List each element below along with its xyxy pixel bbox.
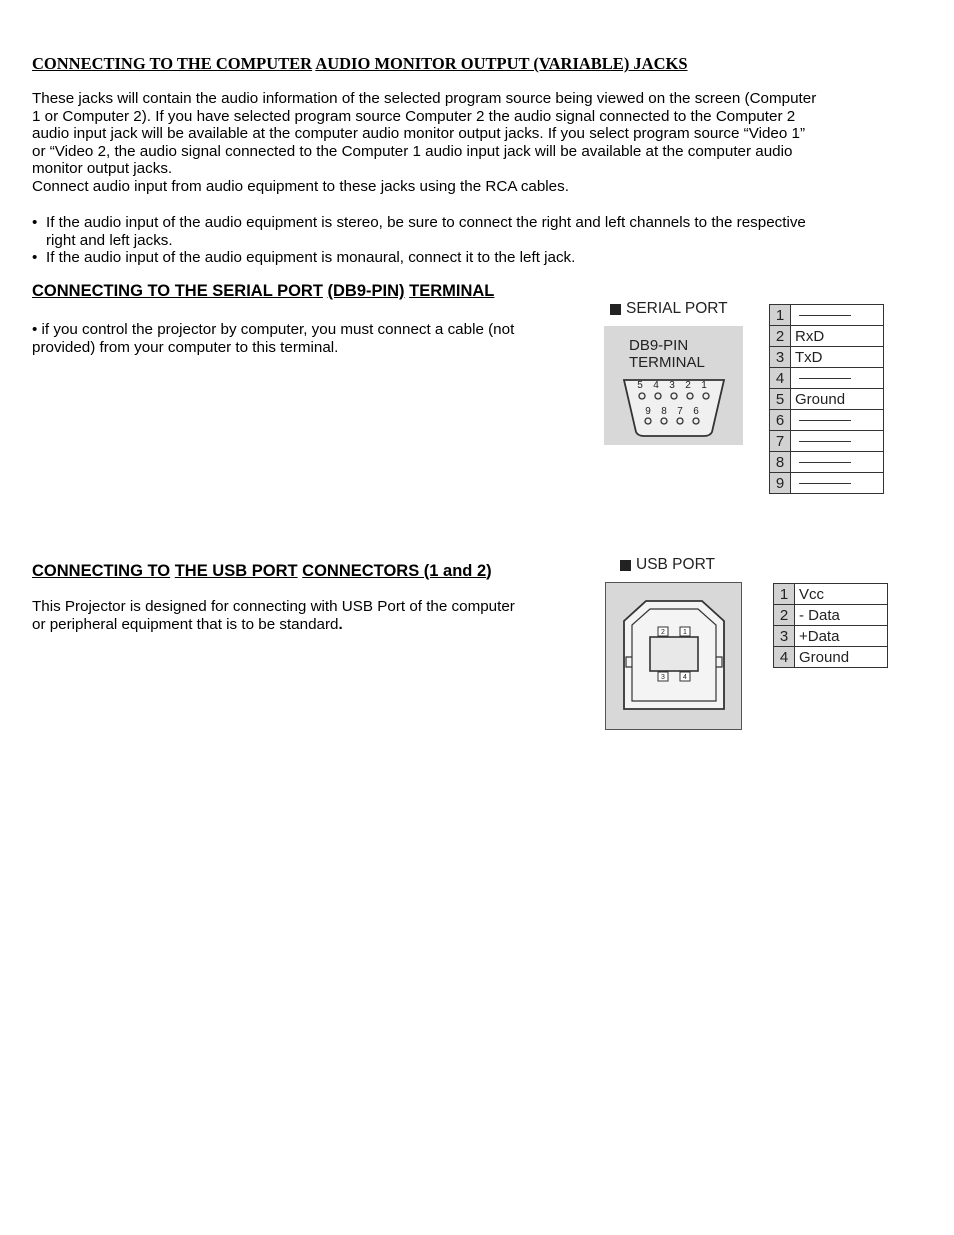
usb-pin-table xyxy=(773,583,888,668)
bullet-text: right and left jacks. xyxy=(46,231,173,249)
serial-figure-title xyxy=(610,300,728,318)
terminal-label: DB9-PIN xyxy=(629,337,689,354)
bullet-text: If the audio input of the audio equipment is monaural, connect it to the left jack. xyxy=(46,249,576,266)
table-row xyxy=(770,473,884,494)
pin-label: 2 xyxy=(685,380,691,391)
pin-label: 5 xyxy=(637,380,643,391)
table-row xyxy=(770,368,884,389)
usb-port-figure xyxy=(605,582,742,730)
serial-pin-table xyxy=(769,304,884,494)
contact-label: 4 xyxy=(683,674,687,681)
pin-signal xyxy=(791,431,884,452)
bullet-icon: • xyxy=(32,214,38,231)
usb-line: This Projector is designed for connecting with USB Port of the computer xyxy=(32,598,515,615)
usb-heading-part4: ) xyxy=(486,562,492,580)
pin-number: 8 xyxy=(770,452,791,473)
pin-number: 4 xyxy=(774,647,795,668)
audio-body xyxy=(32,90,932,195)
audio-bullets xyxy=(32,214,932,267)
usb-heading-part3: CONNECTORS (1 and 2 xyxy=(302,562,487,580)
audio-heading xyxy=(32,54,688,74)
pin-label: 6 xyxy=(693,406,699,417)
unused-line xyxy=(799,315,851,316)
serial-heading-part3: TERMINAL xyxy=(409,282,495,300)
db9-terminal-figure xyxy=(604,326,743,445)
pin-number: 3 xyxy=(770,347,791,368)
terminal-label: TERMINAL xyxy=(629,354,705,371)
unused-line xyxy=(799,420,851,421)
serial-line: • if you control the projector by computer, you must connect a cable (not xyxy=(32,321,515,338)
table-row xyxy=(774,647,888,668)
pin-signal xyxy=(791,473,884,494)
pin-signal: TxD xyxy=(791,347,884,368)
table-row xyxy=(774,584,888,605)
pin-number: 6 xyxy=(770,410,791,431)
table-row xyxy=(774,626,888,647)
audio-line: These jacks will contain the audio information of the selected program source being viewed on the screen (Computer xyxy=(32,90,817,107)
usb-figure-title xyxy=(620,556,715,574)
pin-signal: Ground xyxy=(795,647,888,668)
pin-label: 4 xyxy=(653,380,659,391)
usb-heading xyxy=(32,562,492,581)
table-row xyxy=(770,326,884,347)
audio-line: Connect audio input from audio equipment to these jacks using the RCA cables. xyxy=(32,177,569,195)
unused-line xyxy=(799,462,851,463)
unused-line xyxy=(799,378,851,379)
table-row xyxy=(770,431,884,452)
audio-line: audio input jack will be available at the computer audio monitor output jacks. If you select program source “Video 1” xyxy=(32,125,806,142)
audio-line: or “Video 2, the audio signal connected to the Computer 1 audio input jack will be available at the computer audio xyxy=(32,142,793,160)
pin-signal: Vcc xyxy=(795,584,888,605)
table-row xyxy=(770,347,884,368)
pin-signal xyxy=(791,368,884,389)
table-row xyxy=(770,389,884,410)
usb-body xyxy=(32,598,592,633)
list-item xyxy=(32,214,932,249)
pin-signal xyxy=(791,452,884,473)
pin-label: 9 xyxy=(645,406,651,417)
pin-signal: RxD xyxy=(791,326,884,347)
contact-label: 1 xyxy=(683,629,687,636)
pin-signal xyxy=(791,305,884,326)
pin-number: 5 xyxy=(770,389,791,410)
db9-connector-icon xyxy=(618,374,730,440)
serial-body xyxy=(32,321,592,356)
pin-number: 2 xyxy=(774,605,795,626)
table-row xyxy=(770,305,884,326)
serial-heading-part2: (DB9-PIN) xyxy=(327,282,405,300)
usb-line-text: or peripheral equipment that is to be standard xyxy=(32,615,339,633)
serial-heading xyxy=(32,282,494,301)
pin-signal: +Data xyxy=(795,626,888,647)
pin-signal xyxy=(791,410,884,431)
serial-heading-part1: CONNECTING TO THE SERIAL PORT xyxy=(32,282,323,300)
usb-heading-part1: CONNECTING TO xyxy=(32,562,171,580)
unused-line xyxy=(799,483,851,484)
usb-b-connector-icon xyxy=(620,597,728,713)
audio-line: 1 or Computer 2). If you have selected program source Computer 2 the audio signal connected to the Computer 2 xyxy=(32,107,796,125)
contact-label: 2 xyxy=(661,629,665,636)
pin-signal: - Data xyxy=(795,605,888,626)
pin-label: 8 xyxy=(661,406,667,417)
serial-line: provided) from your computer to this terminal. xyxy=(32,338,339,356)
pin-signal: Ground xyxy=(791,389,884,410)
serial-figure-label: SERIAL PORT xyxy=(626,300,728,317)
square-bullet-icon xyxy=(620,560,631,571)
audio-heading-part1: CONNECTING TO THE COMPUTER xyxy=(32,54,313,73)
table-row xyxy=(774,605,888,626)
usb-figure-label: USB PORT xyxy=(636,556,715,573)
usb-heading-part2: THE USB PORT xyxy=(174,562,298,580)
audio-line: monitor output jacks. xyxy=(32,160,173,177)
square-bullet-icon xyxy=(610,304,621,315)
pin-number: 9 xyxy=(770,473,791,494)
usb-line-end: . xyxy=(338,615,343,633)
pin-number: 4 xyxy=(770,368,791,389)
contact-label: 3 xyxy=(661,674,665,681)
usb-line xyxy=(32,616,592,634)
pin-number: 7 xyxy=(770,431,791,452)
list-item xyxy=(32,249,932,267)
pin-number: 1 xyxy=(774,584,795,605)
unused-line xyxy=(799,441,851,442)
pin-label: 7 xyxy=(677,406,683,417)
bullet-text: If the audio input of the audio equipment is stereo, be sure to connect the right and left channels to the respective xyxy=(46,214,806,231)
table-row xyxy=(770,410,884,431)
table-row xyxy=(770,452,884,473)
pin-number: 2 xyxy=(770,326,791,347)
pin-label: 3 xyxy=(669,380,675,391)
pin-label: 1 xyxy=(701,380,707,391)
pin-number: 3 xyxy=(774,626,795,647)
audio-heading-part2: AUDIO MONITOR OUTPUT (VARIABLE) JACKS xyxy=(315,54,688,73)
pin-number: 1 xyxy=(770,305,791,326)
bullet-icon: • xyxy=(32,249,38,266)
